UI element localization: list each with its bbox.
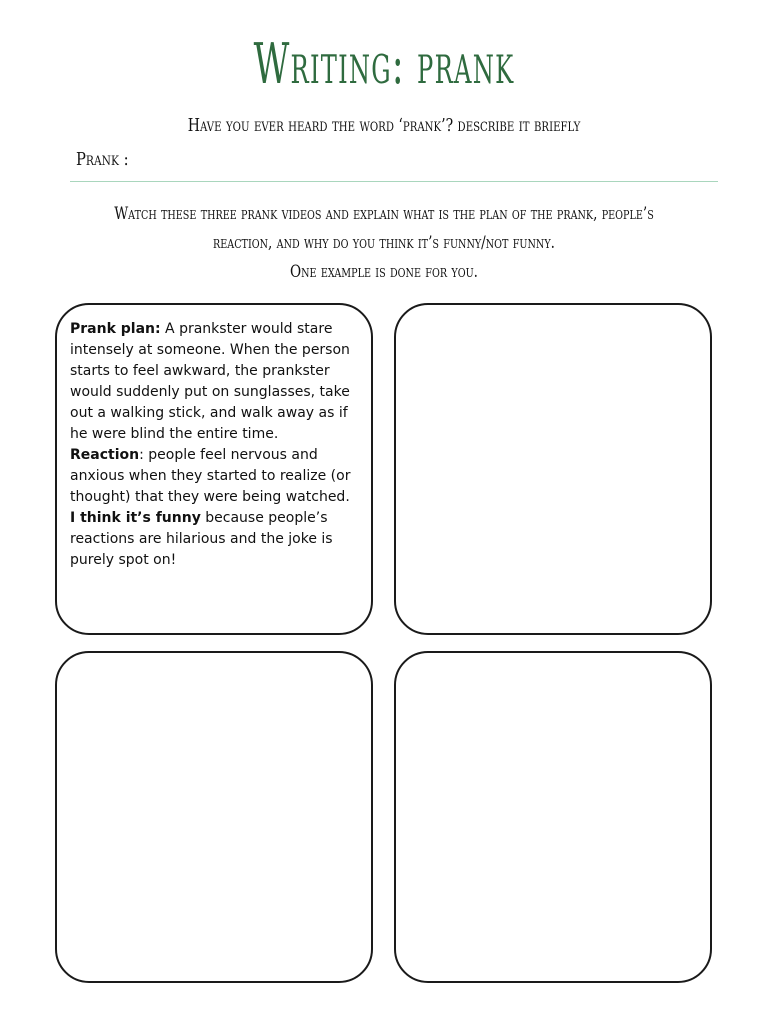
instructions-line-3: One example is done for you. (289, 262, 478, 282)
prank-answer-label: Prank : (76, 149, 129, 170)
answer-box-2[interactable] (55, 651, 373, 983)
instructions (0, 200, 768, 287)
prank-plan-label: Prank plan: (70, 321, 161, 337)
instructions-line-1: Watch these three prank videos and explain what is the plan of the prank, people’s (114, 204, 654, 224)
instructions-line-2: reaction, and why do you think it’s funny/not funny. (213, 233, 555, 253)
example-content (70, 319, 366, 571)
prank-plan-text: A prankster would stare intensely at someone. When the person starts to feel awkward, the prankster would suddenly put on sunglasses, take out a walking stick, and walk away as if he were blind the entire time. (70, 321, 350, 442)
example-text (70, 319, 366, 571)
opinion-text: because people’s reactions are hilarious and the joke is purely spot on! (70, 510, 333, 568)
question-prompt: Have you ever heard the word ‘prank’? describe it briefly (187, 115, 581, 136)
page-title: Writing: prank (253, 32, 515, 97)
answer-box-1[interactable] (394, 303, 712, 635)
prank-answer-line[interactable] (70, 181, 718, 182)
answer-box-3[interactable] (394, 651, 712, 983)
reaction-text: : people feel nervous and anxious when they started to realize (or thought) that they were being watched. (70, 447, 351, 505)
example-box (55, 303, 373, 635)
reaction-label: Reaction (70, 447, 140, 463)
opinion-label: I think it’s funny (70, 510, 201, 526)
